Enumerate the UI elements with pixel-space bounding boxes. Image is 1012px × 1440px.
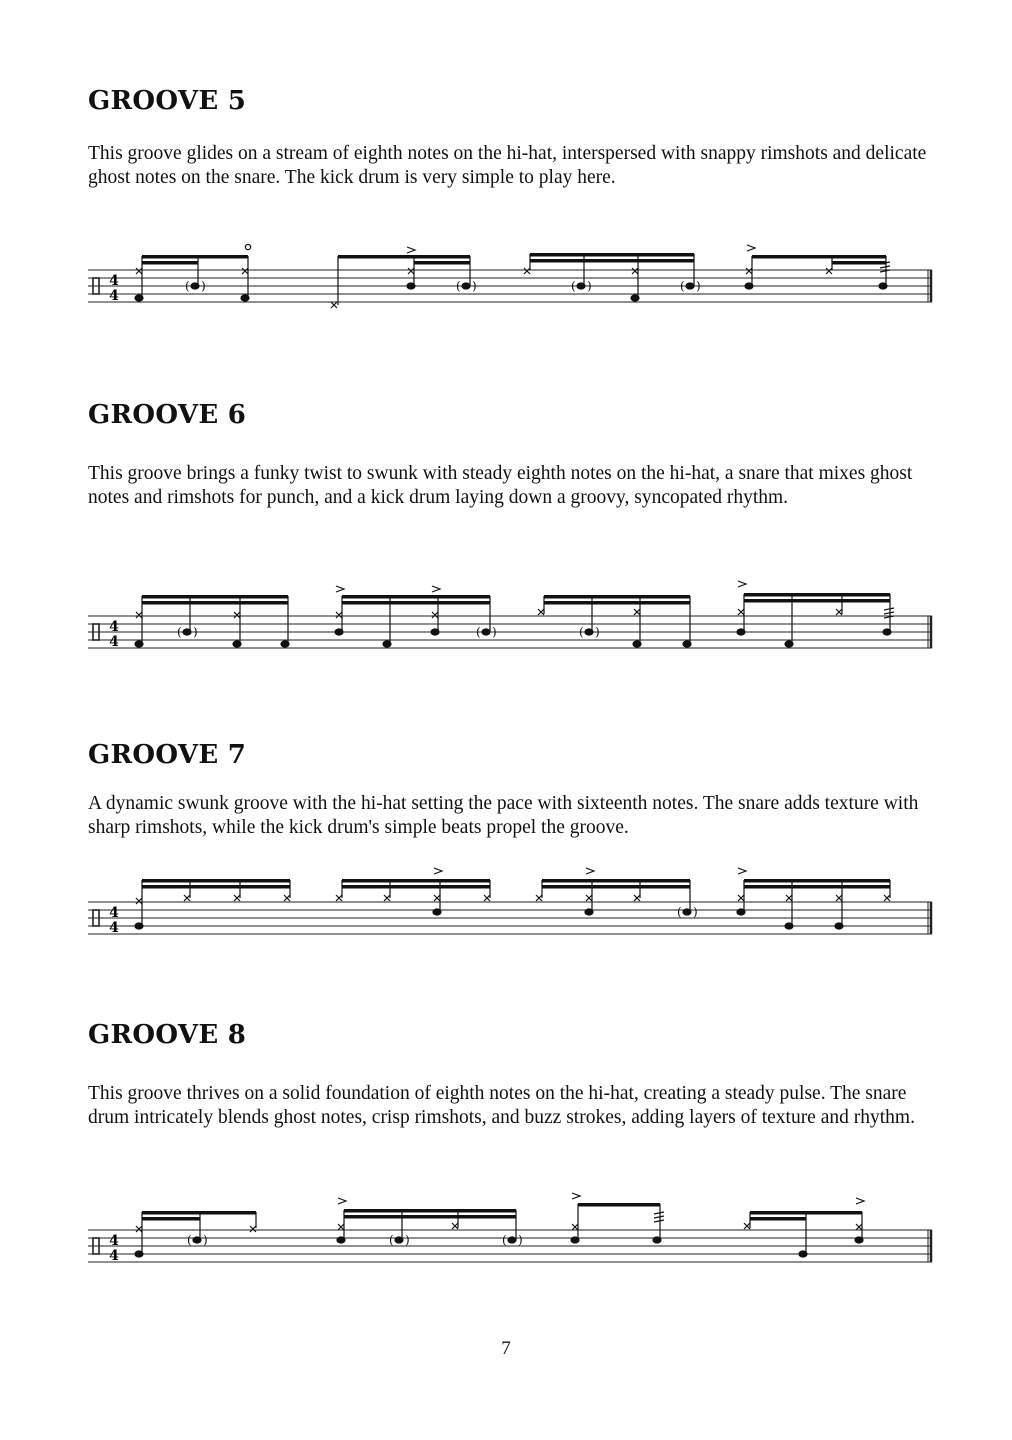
svg-text:(: ( [476,625,481,639]
svg-text:): ) [201,279,206,293]
time-signature-bottom: 4 [109,920,119,936]
groove-8-notation [0,1190,1012,1270]
svg-text:): ) [405,1233,410,1247]
time-signature-bottom: 4 [109,634,119,650]
time-signature-bottom: 4 [109,1248,119,1264]
svg-text:): ) [492,625,497,639]
groove-6-section [88,400,938,510]
groove-5-notation [0,230,1012,320]
svg-text:(: ( [187,1233,192,1247]
groove-7-title: GROOVE 7 [88,740,247,770]
svg-text:(: ( [680,279,685,293]
svg-text:(: ( [456,279,461,293]
svg-text:(: ( [571,279,576,293]
svg-text:(: ( [177,625,182,639]
groove-6-description: This groove brings a funky twist to swunk with steady eighth notes on the hi-hat, a snare that mixes ghost notes and rimshots for punch, and a kick drum laying down a groovy, syncopated rhythm. [88,463,913,508]
page-number: 7 [501,1338,511,1359]
svg-text:): ) [587,279,592,293]
svg-text:(: ( [677,905,682,919]
groove-8-section [88,1020,938,1130]
svg-text:(: ( [502,1233,507,1247]
groove-8-title: GROOVE 8 [88,1020,247,1050]
svg-text:): ) [518,1233,523,1247]
svg-text:): ) [472,279,477,293]
time-signature-top: 4 [109,1233,119,1249]
groove-5-title: GROOVE 5 [88,86,247,116]
svg-text:(: ( [185,279,190,293]
groove-6-title: GROOVE 6 [88,400,247,430]
time-signature-bottom: 4 [109,288,119,304]
svg-text:): ) [595,625,600,639]
svg-text:): ) [693,905,698,919]
time-signature-top: 4 [109,273,119,289]
svg-text:): ) [193,625,198,639]
svg-text:): ) [696,279,701,293]
time-signature-top: 4 [109,905,119,921]
groove-7-description: A dynamic swunk groove with the hi-hat setting the pace with sixteenth notes. The snare adds texture with sharp rimshots, while the kick drum's simple beats propel the groove. [88,793,919,838]
time-signature-top: 4 [109,619,119,635]
groove-5-section [88,86,938,190]
svg-text:(: ( [389,1233,394,1247]
groove-7-notation [0,862,1012,942]
groove-6-notation [0,576,1012,656]
svg-text:): ) [203,1233,208,1247]
groove-5-description: This groove glides on a stream of eighth notes on the hi-hat, interspersed with snappy rimshots and delicate ghost notes on the snare. The kick drum is very simple to play here. [88,143,927,188]
groove-8-description: This groove thrives on a solid foundation of eighth notes on the hi-hat, creating a steady pulse. The snare drum intricately blends ghost notes, crisp rimshots, and buzz strokes, adding layers of texture and rhythm. [88,1083,915,1128]
svg-text:(: ( [579,625,584,639]
groove-7-section [88,740,938,840]
